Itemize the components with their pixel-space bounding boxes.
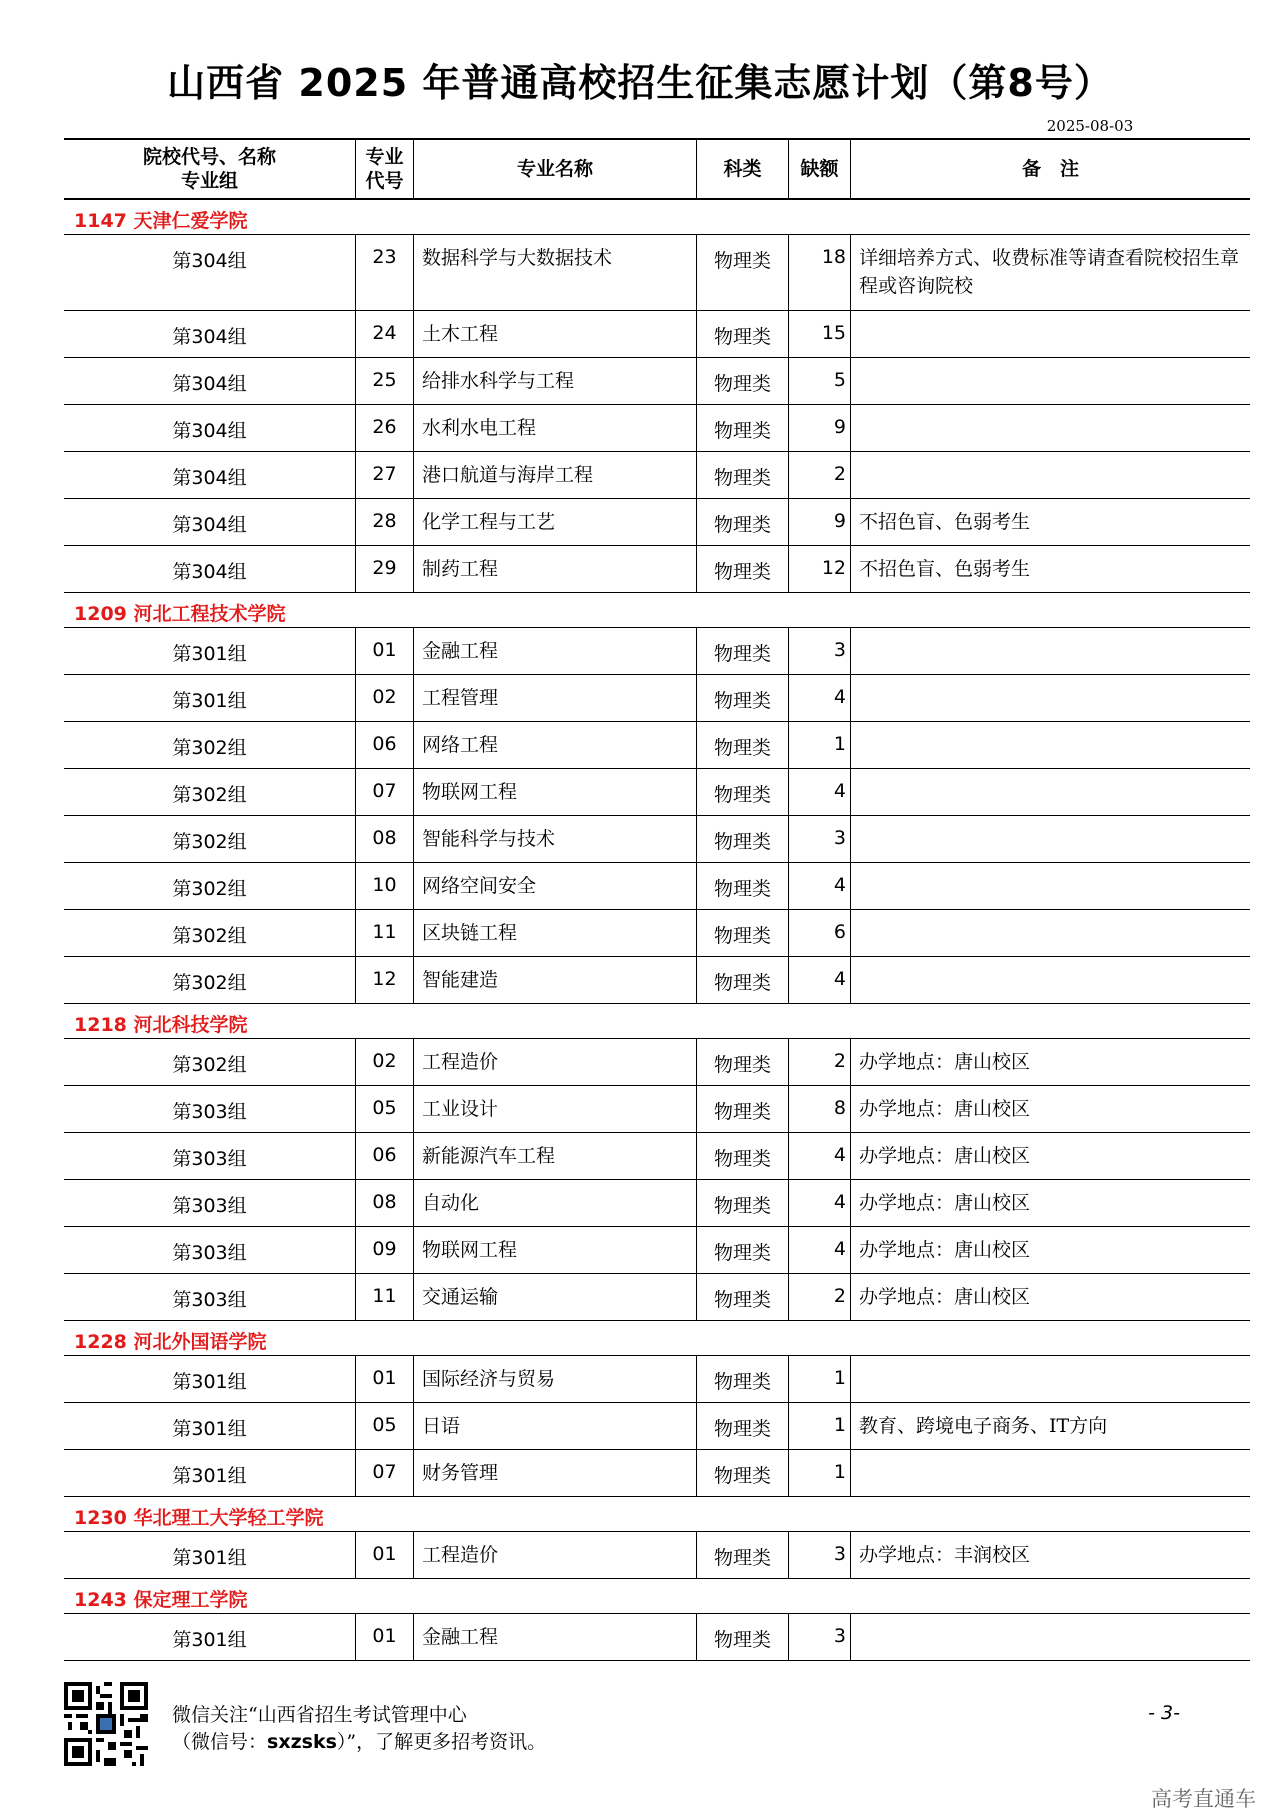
category-cell: 物理类 (696, 1532, 788, 1578)
vacancy-cell: 4 (788, 1180, 850, 1226)
code-cell: 05 (355, 1403, 413, 1449)
table-row (64, 769, 1250, 816)
vacancy-cell: 4 (788, 1227, 850, 1273)
vacancy-cell: 4 (788, 675, 850, 721)
category-cell: 物理类 (696, 1180, 788, 1226)
vacancy-cell: 2 (788, 1039, 850, 1085)
vacancy-cell: 9 (788, 499, 850, 545)
major-cell: 制药工程 (413, 546, 696, 592)
header-code (355, 140, 413, 198)
code-cell: 06 (355, 1133, 413, 1179)
code-cell: 24 (355, 311, 413, 357)
category-cell: 物理类 (696, 769, 788, 815)
remark-cell (850, 910, 1250, 956)
table-row (64, 722, 1250, 769)
category-cell: 物理类 (696, 1403, 788, 1449)
remark-cell (850, 675, 1250, 721)
group-cell: 第302组 (172, 925, 247, 947)
group-cell: 第304组 (172, 250, 247, 272)
category-cell: 物理类 (696, 957, 788, 1003)
group-cell: 第302组 (172, 831, 247, 853)
major-cell: 工程管理 (413, 675, 696, 721)
institution-name: 1218 河北科技学院 (74, 1014, 248, 1036)
category-cell: 物理类 (696, 675, 788, 721)
code-cell: 11 (355, 1274, 413, 1320)
major-cell: 物联网工程 (413, 769, 696, 815)
table-row (64, 957, 1250, 1004)
category-cell: 物理类 (696, 235, 788, 310)
vacancy-cell: 3 (788, 628, 850, 674)
major-cell: 网络空间安全 (413, 863, 696, 909)
group-cell: 第304组 (172, 514, 247, 536)
table-row (64, 1039, 1250, 1086)
category-cell: 物理类 (696, 722, 788, 768)
code-cell: 01 (355, 1532, 413, 1578)
institution-header (64, 200, 1250, 235)
vacancy-cell: 1 (788, 1450, 850, 1496)
group-cell: 第303组 (172, 1148, 247, 1170)
table-row (64, 910, 1250, 957)
code-cell: 26 (355, 405, 413, 451)
footer (64, 1682, 1250, 1772)
group-cell: 第302组 (172, 878, 247, 900)
page-title: 山西省 2025 年普通高校招生征集志愿计划（第8号） (167, 61, 1113, 105)
footer-line-2 (172, 1729, 546, 1756)
header-group-label: 院校代号、名称 专业组 (142, 146, 276, 192)
footer-line-1: 微信关注“山西省招生考试管理中心 (172, 1704, 467, 1726)
table-row (64, 1450, 1250, 1497)
group-cell: 第301组 (172, 1418, 247, 1440)
table-row (64, 1086, 1250, 1133)
institution-header (64, 1579, 1250, 1614)
category-cell: 物理类 (696, 405, 788, 451)
header-code-label: 专业 代号 (365, 146, 404, 192)
group-cell: 第304组 (172, 373, 247, 395)
category-cell: 物理类 (696, 499, 788, 545)
vacancy-cell: 2 (788, 1274, 850, 1320)
remark-cell: 办学地点：唐山校区 (850, 1180, 1250, 1226)
table-row (64, 628, 1250, 675)
category-cell: 物理类 (696, 1227, 788, 1273)
category-cell: 物理类 (696, 1356, 788, 1402)
page-number: - 3- (1148, 1702, 1180, 1724)
code-cell: 02 (355, 1039, 413, 1085)
code-cell: 01 (355, 1614, 413, 1660)
category-cell: 物理类 (696, 452, 788, 498)
vacancy-cell: 1 (788, 1403, 850, 1449)
table-row (64, 1133, 1250, 1180)
remark-cell (850, 1614, 1250, 1660)
header-category-label: 科类 (723, 158, 762, 180)
code-cell: 10 (355, 863, 413, 909)
code-cell: 01 (355, 1356, 413, 1402)
code-cell: 27 (355, 452, 413, 498)
major-cell: 自动化 (413, 1180, 696, 1226)
remark-cell (850, 405, 1250, 451)
institution-header (64, 1321, 1250, 1356)
category-cell: 物理类 (696, 311, 788, 357)
major-cell: 土木工程 (413, 311, 696, 357)
remark-cell: 办学地点：唐山校区 (850, 1133, 1250, 1179)
remark-cell (850, 957, 1250, 1003)
remark-cell: 办学地点：唐山校区 (850, 1227, 1250, 1273)
header-major (413, 140, 696, 198)
table-row (64, 1532, 1250, 1579)
plan-table (64, 138, 1250, 1661)
table-row (64, 1227, 1250, 1274)
vacancy-cell: 4 (788, 769, 850, 815)
vacancy-cell: 1 (788, 1356, 850, 1402)
code-cell: 06 (355, 722, 413, 768)
group-cell: 第302组 (172, 784, 247, 806)
code-cell: 23 (355, 235, 413, 310)
category-cell: 物理类 (696, 1274, 788, 1320)
major-cell: 工业设计 (413, 1086, 696, 1132)
major-cell: 网络工程 (413, 722, 696, 768)
vacancy-cell: 15 (788, 311, 850, 357)
header-major-label: 专业名称 (516, 158, 593, 180)
major-cell: 日语 (413, 1403, 696, 1449)
group-cell: 第304组 (172, 467, 247, 489)
wechat-id: sxzsks (267, 1731, 337, 1753)
remark-cell: 办学地点：唐山校区 (850, 1274, 1250, 1320)
major-cell: 金融工程 (413, 1614, 696, 1660)
category-cell: 物理类 (696, 1133, 788, 1179)
header-group (64, 140, 355, 198)
major-cell: 财务管理 (413, 1450, 696, 1496)
remark-cell (850, 1356, 1250, 1402)
category-cell: 物理类 (696, 358, 788, 404)
code-cell: 01 (355, 628, 413, 674)
group-cell: 第303组 (172, 1101, 247, 1123)
major-cell: 智能科学与技术 (413, 816, 696, 862)
remark-cell (850, 1450, 1250, 1496)
footer-text (172, 1702, 546, 1756)
category-cell: 物理类 (696, 863, 788, 909)
vacancy-cell: 5 (788, 358, 850, 404)
group-cell: 第303组 (172, 1195, 247, 1217)
code-cell: 11 (355, 910, 413, 956)
table-row (64, 863, 1250, 910)
institution-header (64, 1497, 1250, 1532)
footer-line-2-post: ）”，了解更多招考资讯。 (336, 1731, 547, 1753)
vacancy-cell: 3 (788, 816, 850, 862)
major-cell: 工程造价 (413, 1532, 696, 1578)
code-cell: 07 (355, 1450, 413, 1496)
vacancy-cell: 18 (788, 235, 850, 310)
code-cell: 07 (355, 769, 413, 815)
major-cell: 区块链工程 (413, 910, 696, 956)
table-row (64, 816, 1250, 863)
remark-cell: 不招色盲、色弱考生 (850, 499, 1250, 545)
group-cell: 第301组 (172, 1465, 247, 1487)
header-remark-label: 备 注 (1021, 158, 1079, 180)
group-cell: 第304组 (172, 326, 247, 348)
group-cell: 第301组 (172, 1547, 247, 1569)
major-cell: 物联网工程 (413, 1227, 696, 1273)
table-row (64, 499, 1250, 546)
group-cell: 第303组 (172, 1242, 247, 1264)
remark-cell (850, 816, 1250, 862)
vacancy-cell: 3 (788, 1532, 850, 1578)
category-cell: 物理类 (696, 1450, 788, 1496)
remark-cell: 办学地点：丰润校区 (850, 1532, 1250, 1578)
institution-name: 1209 河北工程技术学院 (74, 603, 286, 625)
table-row (64, 311, 1250, 358)
table-body (64, 200, 1250, 1661)
remark-cell (850, 863, 1250, 909)
group-cell: 第301组 (172, 643, 247, 665)
category-cell: 物理类 (696, 910, 788, 956)
table-header (64, 138, 1250, 200)
institution-name: 1230 华北理工大学轻工学院 (74, 1507, 324, 1529)
vacancy-cell: 1 (788, 722, 850, 768)
code-cell: 05 (355, 1086, 413, 1132)
table-row (64, 1403, 1250, 1450)
remark-cell (850, 311, 1250, 357)
table-row (64, 1614, 1250, 1661)
group-cell: 第302组 (172, 972, 247, 994)
remark-cell (850, 722, 1250, 768)
vacancy-cell: 2 (788, 452, 850, 498)
category-cell: 物理类 (696, 1086, 788, 1132)
institution-header (64, 1004, 1250, 1039)
remark-cell: 办学地点：唐山校区 (850, 1086, 1250, 1132)
vacancy-cell: 4 (788, 1133, 850, 1179)
remark-cell (850, 769, 1250, 815)
major-cell: 港口航道与海岸工程 (413, 452, 696, 498)
major-cell: 水利水电工程 (413, 405, 696, 451)
remark-cell: 教育、跨境电子商务、IT方向 (850, 1403, 1250, 1449)
remark-cell (850, 628, 1250, 674)
major-cell: 数据科学与大数据技术 (413, 235, 696, 310)
remark-cell: 不招色盲、色弱考生 (850, 546, 1250, 592)
institution-name: 1147 天津仁爱学院 (74, 210, 248, 232)
major-cell: 化学工程与工艺 (413, 499, 696, 545)
footer-line-2-pre: （微信号： (172, 1731, 268, 1753)
code-cell: 12 (355, 957, 413, 1003)
vacancy-cell: 12 (788, 546, 850, 592)
code-cell: 29 (355, 546, 413, 592)
code-cell: 25 (355, 358, 413, 404)
major-cell: 智能建造 (413, 957, 696, 1003)
group-cell: 第302组 (172, 737, 247, 759)
table-row (64, 546, 1250, 593)
category-cell: 物理类 (696, 628, 788, 674)
vacancy-cell: 9 (788, 405, 850, 451)
institution-name: 1228 河北外国语学院 (74, 1331, 267, 1353)
remark-cell: 办学地点：唐山校区 (850, 1039, 1250, 1085)
institution-header (64, 593, 1250, 628)
watermark: 高考直通车 (1151, 1787, 1256, 1811)
vacancy-cell: 3 (788, 1614, 850, 1660)
table-row (64, 405, 1250, 452)
major-cell: 新能源汽车工程 (413, 1133, 696, 1179)
header-remark (850, 140, 1250, 198)
table-row (64, 452, 1250, 499)
category-cell: 物理类 (696, 546, 788, 592)
group-cell: 第301组 (172, 690, 247, 712)
major-cell: 国际经济与贸易 (413, 1356, 696, 1402)
group-cell: 第304组 (172, 561, 247, 583)
code-cell: 08 (355, 816, 413, 862)
table-row (64, 1180, 1250, 1227)
header-category (696, 140, 788, 198)
group-cell: 第301组 (172, 1371, 247, 1393)
qr-code-icon (64, 1682, 148, 1766)
table-row (64, 1356, 1250, 1403)
vacancy-cell: 4 (788, 957, 850, 1003)
table-row (64, 235, 1250, 311)
major-cell: 金融工程 (413, 628, 696, 674)
vacancy-cell: 4 (788, 863, 850, 909)
group-cell: 第301组 (172, 1629, 247, 1651)
remark-cell (850, 358, 1250, 404)
code-cell: 09 (355, 1227, 413, 1273)
remark-cell: 详细培养方式、收费标准等请查看院校招生章程或咨询院校 (850, 235, 1250, 310)
issue-date: 2025-08-03 (1046, 117, 1134, 135)
header-vacancy (788, 140, 850, 198)
header-vacancy-label: 缺额 (800, 158, 839, 180)
institution-name: 1243 保定理工学院 (74, 1589, 248, 1611)
group-cell: 第303组 (172, 1289, 247, 1311)
major-cell: 工程造价 (413, 1039, 696, 1085)
major-cell: 给排水科学与工程 (413, 358, 696, 404)
remark-cell (850, 452, 1250, 498)
vacancy-cell: 6 (788, 910, 850, 956)
group-cell: 第302组 (172, 1054, 247, 1076)
table-row (64, 675, 1250, 722)
category-cell: 物理类 (696, 1039, 788, 1085)
code-cell: 02 (355, 675, 413, 721)
category-cell: 物理类 (696, 1614, 788, 1660)
major-cell: 交通运输 (413, 1274, 696, 1320)
code-cell: 28 (355, 499, 413, 545)
table-row (64, 358, 1250, 405)
table-row (64, 1274, 1250, 1321)
vacancy-cell: 8 (788, 1086, 850, 1132)
code-cell: 08 (355, 1180, 413, 1226)
category-cell: 物理类 (696, 816, 788, 862)
group-cell: 第304组 (172, 420, 247, 442)
